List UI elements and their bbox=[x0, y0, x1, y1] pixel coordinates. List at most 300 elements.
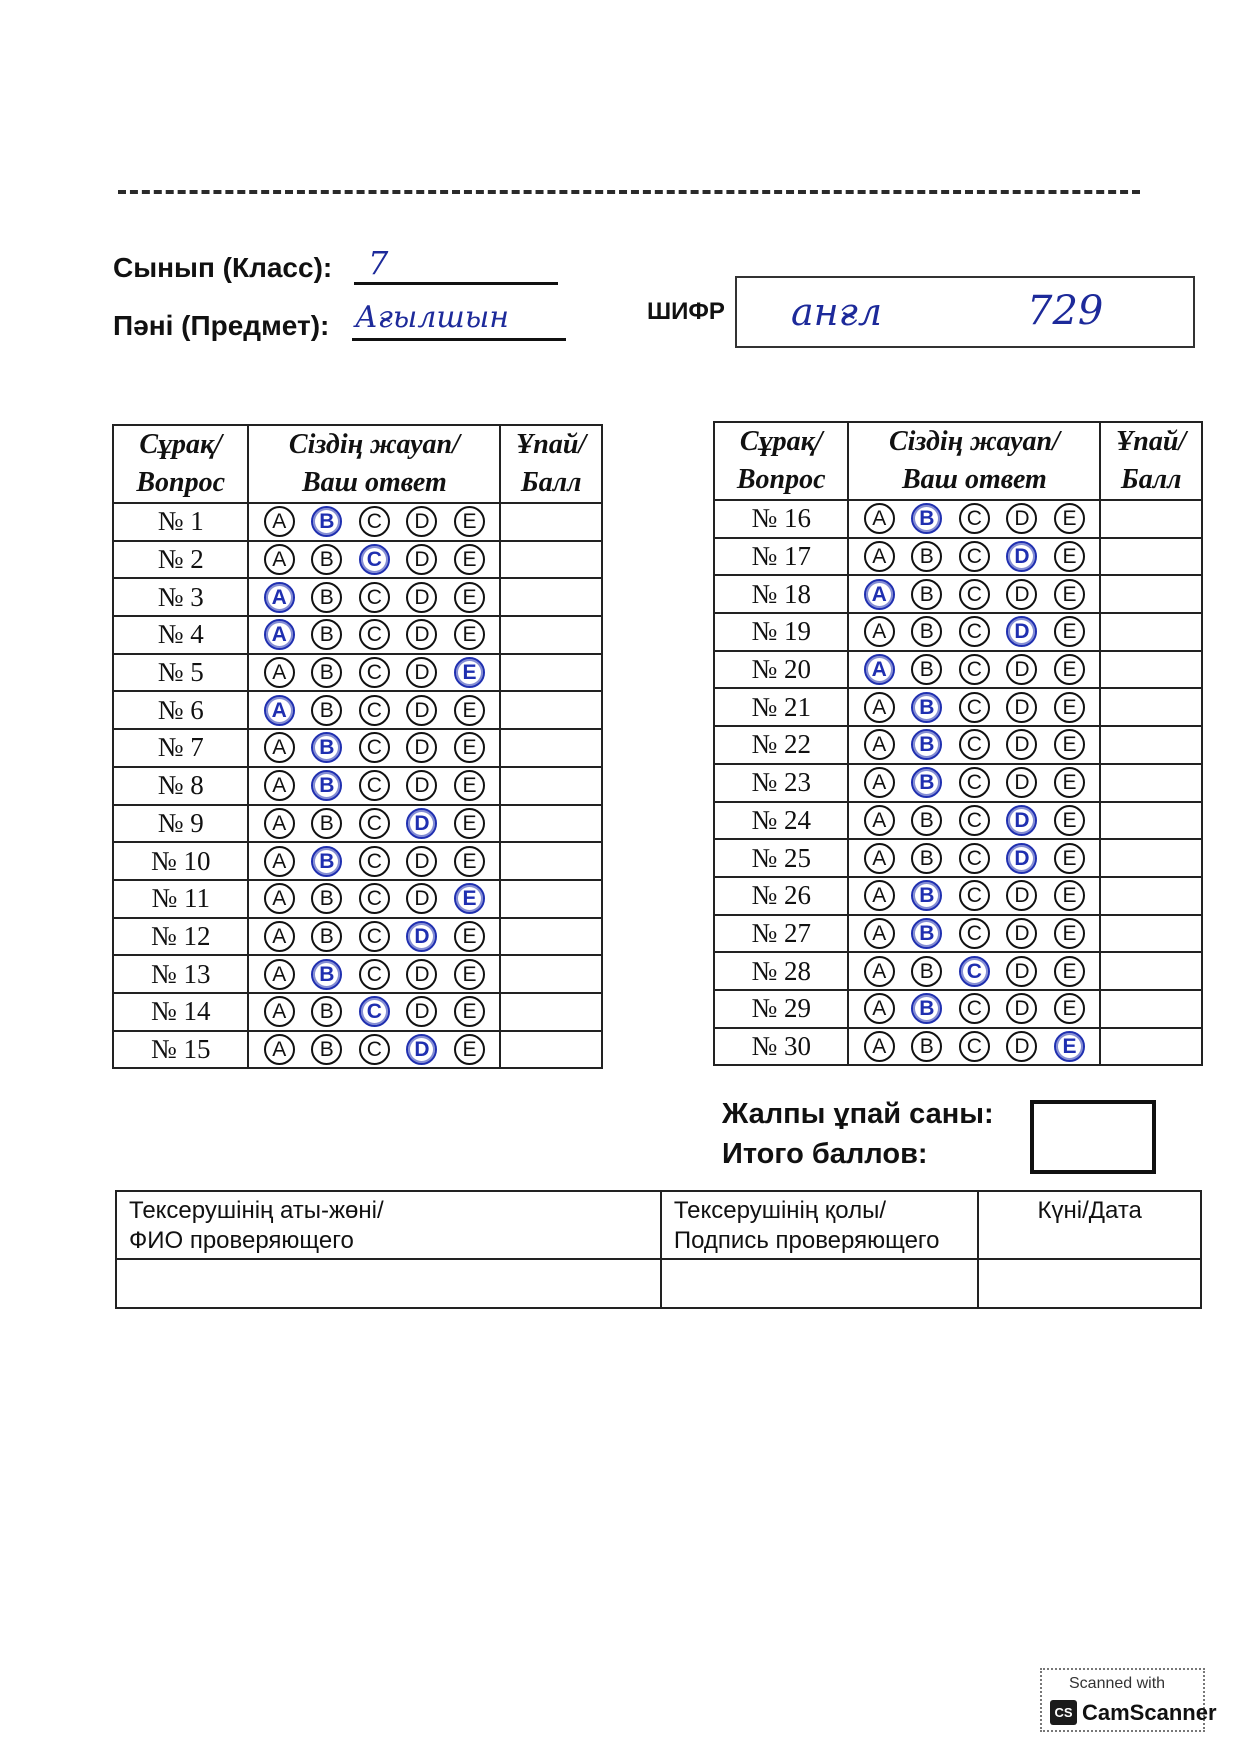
score-cell[interactable] bbox=[1100, 651, 1202, 689]
question-number: № 12 bbox=[113, 918, 248, 956]
answer-options bbox=[848, 839, 1100, 877]
option-bubble-c[interactable]: C bbox=[359, 921, 390, 952]
option-bubble-a[interactable]: A bbox=[264, 695, 295, 726]
camscanner-watermark bbox=[1040, 1668, 1217, 1732]
option-bubble-c[interactable]: C bbox=[359, 846, 390, 877]
question-row bbox=[714, 877, 1202, 915]
score-cell[interactable] bbox=[1100, 538, 1202, 576]
camscanner-logo-icon: CS bbox=[1050, 1700, 1077, 1725]
answer-options bbox=[848, 1028, 1100, 1066]
option-bubble-b[interactable]: B bbox=[911, 503, 942, 534]
option-bubble-d[interactable]: D bbox=[406, 619, 437, 650]
answer-options bbox=[248, 767, 500, 805]
option-bubble-e[interactable]: E bbox=[454, 582, 485, 613]
question-number: № 25 bbox=[714, 839, 848, 877]
question-number: № 19 bbox=[714, 613, 848, 651]
question-row bbox=[113, 955, 602, 993]
question-row bbox=[714, 1028, 1202, 1066]
option-bubble-d[interactable]: D bbox=[406, 732, 437, 763]
question-row bbox=[113, 993, 602, 1031]
score-cell[interactable] bbox=[1100, 952, 1202, 990]
question-number: № 24 bbox=[714, 802, 848, 840]
question-number: № 28 bbox=[714, 952, 848, 990]
option-bubble-c[interactable]: C bbox=[359, 770, 390, 801]
question-number: № 17 bbox=[714, 538, 848, 576]
question-row bbox=[113, 842, 602, 880]
option-bubble-d[interactable]: D bbox=[1006, 541, 1037, 572]
question-number: № 16 bbox=[714, 500, 848, 538]
score-cell[interactable] bbox=[1100, 839, 1202, 877]
option-bubble-a[interactable]: A bbox=[864, 1031, 895, 1062]
option-bubble-c[interactable]: C bbox=[359, 582, 390, 613]
option-bubble-b[interactable]: B bbox=[911, 918, 942, 949]
option-bubble-e[interactable]: E bbox=[1054, 880, 1085, 911]
option-bubble-b[interactable]: B bbox=[911, 956, 942, 987]
checker-signature-cell bbox=[661, 1259, 979, 1308]
option-bubble-a[interactable]: A bbox=[864, 579, 895, 610]
option-bubble-b[interactable]: B bbox=[311, 921, 342, 952]
question-number: № 30 bbox=[714, 1028, 848, 1066]
option-bubble-c[interactable]: C bbox=[959, 616, 990, 647]
option-bubble-c[interactable]: C bbox=[959, 843, 990, 874]
option-bubble-c[interactable]: C bbox=[359, 808, 390, 839]
option-bubble-e[interactable]: E bbox=[454, 770, 485, 801]
score-cell[interactable] bbox=[1100, 764, 1202, 802]
option-bubble-d[interactable]: D bbox=[1006, 956, 1037, 987]
answer-options bbox=[848, 575, 1100, 613]
score-header: Ұпай/ Балл bbox=[1100, 422, 1202, 500]
shifr-box bbox=[735, 276, 1195, 348]
option-bubble-c[interactable]: C bbox=[359, 695, 390, 726]
score-cell[interactable] bbox=[500, 1031, 602, 1069]
option-bubble-b[interactable]: B bbox=[911, 843, 942, 874]
score-cell[interactable] bbox=[500, 767, 602, 805]
class-underline bbox=[354, 282, 558, 285]
option-bubble-b[interactable]: B bbox=[311, 695, 342, 726]
score-cell[interactable] bbox=[1100, 1028, 1202, 1066]
option-bubble-e[interactable]: E bbox=[1054, 541, 1085, 572]
option-bubble-a[interactable]: A bbox=[264, 732, 295, 763]
question-row bbox=[113, 503, 602, 541]
option-bubble-a[interactable]: A bbox=[864, 541, 895, 572]
option-bubble-e[interactable]: E bbox=[1054, 579, 1085, 610]
answer-options bbox=[248, 918, 500, 956]
option-bubble-c[interactable]: C bbox=[359, 1034, 390, 1065]
option-bubble-c[interactable]: C bbox=[959, 1031, 990, 1062]
question-row bbox=[714, 915, 1202, 953]
option-bubble-d[interactable]: D bbox=[406, 996, 437, 1027]
question-row bbox=[113, 691, 602, 729]
checker-date-header: Күні/Дата bbox=[978, 1191, 1201, 1259]
answer-options bbox=[248, 993, 500, 1031]
answer-options bbox=[248, 578, 500, 616]
option-bubble-c[interactable]: C bbox=[959, 993, 990, 1024]
answer-header: Сіздің жауап/ Ваш ответ bbox=[248, 425, 500, 503]
option-bubble-b[interactable]: B bbox=[911, 654, 942, 685]
option-bubble-c[interactable]: C bbox=[959, 654, 990, 685]
checker-signature-header: Тексерушінің қолы/ Подпись проверяющего bbox=[661, 1191, 979, 1259]
shifr-value-right: 729 bbox=[1027, 288, 1104, 334]
option-bubble-e[interactable]: E bbox=[1054, 654, 1085, 685]
option-bubble-b[interactable]: B bbox=[911, 1031, 942, 1062]
option-bubble-b[interactable]: B bbox=[311, 770, 342, 801]
option-bubble-c[interactable]: C bbox=[959, 805, 990, 836]
option-bubble-a[interactable]: A bbox=[264, 959, 295, 990]
question-row bbox=[714, 613, 1202, 651]
option-bubble-d[interactable]: D bbox=[406, 959, 437, 990]
option-bubble-a[interactable]: A bbox=[264, 619, 295, 650]
score-cell[interactable] bbox=[1100, 575, 1202, 613]
answer-options bbox=[848, 952, 1100, 990]
score-cell[interactable] bbox=[1100, 990, 1202, 1028]
option-bubble-d[interactable]: D bbox=[406, 883, 437, 914]
option-bubble-c[interactable]: C bbox=[959, 503, 990, 534]
watermark-caption: Scanned with bbox=[1069, 1675, 1166, 1692]
question-row bbox=[714, 990, 1202, 1028]
answers-table-right bbox=[713, 421, 1203, 1066]
answers-table-left bbox=[112, 424, 603, 1069]
score-cell[interactable] bbox=[500, 691, 602, 729]
option-bubble-c[interactable]: C bbox=[359, 506, 390, 537]
question-number: № 2 bbox=[113, 541, 248, 579]
checker-date-cell bbox=[978, 1259, 1201, 1308]
option-bubble-e[interactable]: E bbox=[1054, 993, 1085, 1024]
score-cell[interactable] bbox=[1100, 688, 1202, 726]
option-bubble-b[interactable]: B bbox=[911, 805, 942, 836]
option-bubble-a[interactable]: A bbox=[864, 843, 895, 874]
score-cell[interactable] bbox=[500, 654, 602, 692]
score-cell[interactable] bbox=[500, 729, 602, 767]
option-bubble-b[interactable]: B bbox=[911, 541, 942, 572]
answer-options bbox=[248, 654, 500, 692]
answer-options bbox=[248, 691, 500, 729]
option-bubble-b[interactable]: B bbox=[311, 582, 342, 613]
shifr-label: ШИФР bbox=[647, 298, 725, 325]
question-row bbox=[113, 616, 602, 654]
score-cell[interactable] bbox=[500, 842, 602, 880]
question-number: № 9 bbox=[113, 805, 248, 843]
option-bubble-d[interactable]: D bbox=[1006, 654, 1037, 685]
option-bubble-e[interactable]: E bbox=[1054, 616, 1085, 647]
option-bubble-d[interactable]: D bbox=[406, 921, 437, 952]
option-bubble-a[interactable]: A bbox=[264, 770, 295, 801]
option-bubble-e[interactable]: E bbox=[454, 732, 485, 763]
option-bubble-c[interactable]: C bbox=[959, 541, 990, 572]
option-bubble-d[interactable]: D bbox=[406, 582, 437, 613]
option-bubble-c[interactable]: C bbox=[359, 959, 390, 990]
answer-options bbox=[248, 503, 500, 541]
score-cell[interactable] bbox=[500, 805, 602, 843]
score-cell[interactable] bbox=[500, 955, 602, 993]
option-bubble-e[interactable]: E bbox=[454, 808, 485, 839]
option-bubble-a[interactable]: A bbox=[264, 544, 295, 575]
option-bubble-a[interactable]: A bbox=[264, 1034, 295, 1065]
question-number: № 8 bbox=[113, 767, 248, 805]
option-bubble-d[interactable]: D bbox=[406, 695, 437, 726]
option-bubble-b[interactable]: B bbox=[311, 619, 342, 650]
score-cell[interactable] bbox=[1100, 500, 1202, 538]
question-row bbox=[714, 802, 1202, 840]
question-row bbox=[714, 726, 1202, 764]
option-bubble-b[interactable]: B bbox=[911, 880, 942, 911]
subject-label: Пәні (Предмет): bbox=[113, 310, 330, 341]
option-bubble-e[interactable]: E bbox=[1054, 692, 1085, 723]
option-bubble-d[interactable]: D bbox=[406, 544, 437, 575]
option-bubble-c[interactable]: C bbox=[359, 883, 390, 914]
option-bubble-d[interactable]: D bbox=[1006, 692, 1037, 723]
option-bubble-a[interactable]: A bbox=[864, 654, 895, 685]
checker-table bbox=[115, 1190, 1202, 1309]
question-number: № 5 bbox=[113, 654, 248, 692]
total-score-box bbox=[1030, 1100, 1156, 1174]
option-bubble-b[interactable]: B bbox=[311, 506, 342, 537]
option-bubble-b[interactable]: B bbox=[911, 993, 942, 1024]
question-number: № 4 bbox=[113, 616, 248, 654]
question-number: № 22 bbox=[714, 726, 848, 764]
question-row bbox=[113, 767, 602, 805]
option-bubble-e[interactable]: E bbox=[454, 695, 485, 726]
option-bubble-b[interactable]: B bbox=[311, 808, 342, 839]
answer-options bbox=[848, 538, 1100, 576]
question-number: № 27 bbox=[714, 915, 848, 953]
question-row bbox=[113, 578, 602, 616]
question-row bbox=[714, 575, 1202, 613]
score-cell[interactable] bbox=[1100, 726, 1202, 764]
score-cell[interactable] bbox=[500, 918, 602, 956]
option-bubble-b[interactable]: B bbox=[311, 996, 342, 1027]
option-bubble-a[interactable]: A bbox=[864, 993, 895, 1024]
option-bubble-c[interactable]: C bbox=[359, 996, 390, 1027]
option-bubble-c[interactable]: C bbox=[959, 880, 990, 911]
option-bubble-c[interactable]: C bbox=[959, 956, 990, 987]
answer-options bbox=[848, 500, 1100, 538]
option-bubble-d[interactable]: D bbox=[1006, 616, 1037, 647]
subject-underline bbox=[352, 338, 566, 341]
option-bubble-b[interactable]: B bbox=[311, 732, 342, 763]
option-bubble-a[interactable]: A bbox=[264, 808, 295, 839]
option-bubble-a[interactable]: A bbox=[864, 880, 895, 911]
option-bubble-d[interactable]: D bbox=[1006, 579, 1037, 610]
class-value: 7 bbox=[368, 244, 389, 282]
question-row bbox=[113, 805, 602, 843]
answer-options bbox=[848, 764, 1100, 802]
question-number: № 21 bbox=[714, 688, 848, 726]
option-bubble-e[interactable]: E bbox=[454, 619, 485, 650]
option-bubble-a[interactable]: A bbox=[264, 921, 295, 952]
total-label-ru: Итого баллов: bbox=[722, 1138, 928, 1170]
option-bubble-e[interactable]: E bbox=[1054, 956, 1085, 987]
score-cell[interactable] bbox=[500, 578, 602, 616]
option-bubble-e[interactable]: E bbox=[1054, 843, 1085, 874]
option-bubble-b[interactable]: B bbox=[311, 1034, 342, 1065]
question-header: Сұрақ/ Вопрос bbox=[113, 425, 248, 503]
answer-options bbox=[848, 915, 1100, 953]
option-bubble-e[interactable]: E bbox=[1054, 805, 1085, 836]
question-row bbox=[113, 918, 602, 956]
option-bubble-d[interactable]: D bbox=[1006, 503, 1037, 534]
option-bubble-e[interactable]: E bbox=[454, 506, 485, 537]
option-bubble-d[interactable]: D bbox=[1006, 767, 1037, 798]
question-row bbox=[714, 839, 1202, 877]
question-number: № 23 bbox=[714, 764, 848, 802]
option-bubble-c[interactable]: C bbox=[359, 619, 390, 650]
answer-options bbox=[848, 726, 1100, 764]
answer-options bbox=[248, 805, 500, 843]
option-bubble-a[interactable]: A bbox=[864, 692, 895, 723]
option-bubble-a[interactable]: A bbox=[864, 805, 895, 836]
cut-line bbox=[118, 190, 1140, 194]
question-row bbox=[113, 729, 602, 767]
option-bubble-a[interactable]: A bbox=[864, 767, 895, 798]
question-row bbox=[714, 764, 1202, 802]
option-bubble-d[interactable]: D bbox=[1006, 918, 1037, 949]
option-bubble-d[interactable]: D bbox=[406, 770, 437, 801]
question-number: № 3 bbox=[113, 578, 248, 616]
answer-options bbox=[848, 802, 1100, 840]
option-bubble-d[interactable]: D bbox=[1006, 880, 1037, 911]
score-cell[interactable] bbox=[500, 541, 602, 579]
question-number: № 7 bbox=[113, 729, 248, 767]
question-number: № 1 bbox=[113, 503, 248, 541]
option-bubble-e[interactable]: E bbox=[454, 846, 485, 877]
answer-options bbox=[848, 877, 1100, 915]
option-bubble-b[interactable]: B bbox=[911, 692, 942, 723]
question-row bbox=[714, 952, 1202, 990]
option-bubble-e[interactable]: E bbox=[454, 921, 485, 952]
question-number: № 10 bbox=[113, 842, 248, 880]
option-bubble-a[interactable]: A bbox=[264, 582, 295, 613]
answer-options bbox=[248, 616, 500, 654]
question-number: № 13 bbox=[113, 955, 248, 993]
question-row bbox=[714, 688, 1202, 726]
option-bubble-d[interactable]: D bbox=[1006, 729, 1037, 760]
option-bubble-a[interactable]: A bbox=[864, 729, 895, 760]
option-bubble-c[interactable]: C bbox=[359, 544, 390, 575]
option-bubble-c[interactable]: C bbox=[959, 692, 990, 723]
option-bubble-d[interactable]: D bbox=[1006, 805, 1037, 836]
answer-options bbox=[248, 541, 500, 579]
option-bubble-a[interactable]: A bbox=[264, 506, 295, 537]
option-bubble-c[interactable]: C bbox=[359, 657, 390, 688]
option-bubble-c[interactable]: C bbox=[959, 729, 990, 760]
option-bubble-b[interactable]: B bbox=[911, 579, 942, 610]
score-cell[interactable] bbox=[1100, 877, 1202, 915]
option-bubble-d[interactable]: D bbox=[1006, 993, 1037, 1024]
option-bubble-a[interactable]: A bbox=[264, 657, 295, 688]
option-bubble-e[interactable]: E bbox=[1054, 729, 1085, 760]
option-bubble-b[interactable]: B bbox=[311, 657, 342, 688]
question-number: № 6 bbox=[113, 691, 248, 729]
option-bubble-b[interactable]: B bbox=[911, 729, 942, 760]
watermark-brand: CamScanner bbox=[1082, 1700, 1217, 1725]
question-row bbox=[714, 651, 1202, 689]
option-bubble-d[interactable]: D bbox=[1006, 1031, 1037, 1062]
option-bubble-d[interactable]: D bbox=[406, 657, 437, 688]
option-bubble-a[interactable]: A bbox=[864, 918, 895, 949]
answer-options bbox=[848, 990, 1100, 1028]
question-row bbox=[714, 538, 1202, 576]
option-bubble-c[interactable]: C bbox=[959, 918, 990, 949]
checker-name-cell bbox=[116, 1259, 661, 1308]
option-bubble-d[interactable]: D bbox=[406, 808, 437, 839]
question-number: № 18 bbox=[714, 575, 848, 613]
question-row bbox=[113, 541, 602, 579]
option-bubble-e[interactable]: E bbox=[454, 883, 485, 914]
option-bubble-e[interactable]: E bbox=[1054, 503, 1085, 534]
option-bubble-c[interactable]: C bbox=[359, 732, 390, 763]
answer-options bbox=[248, 955, 500, 993]
score-cell[interactable] bbox=[1100, 802, 1202, 840]
option-bubble-d[interactable]: D bbox=[406, 506, 437, 537]
option-bubble-a[interactable]: A bbox=[264, 883, 295, 914]
option-bubble-c[interactable]: C bbox=[959, 579, 990, 610]
score-cell[interactable] bbox=[500, 880, 602, 918]
question-number: № 15 bbox=[113, 1031, 248, 1069]
subject-value: Ағылшын bbox=[355, 300, 510, 335]
option-bubble-e[interactable]: E bbox=[454, 544, 485, 575]
option-bubble-d[interactable]: D bbox=[1006, 843, 1037, 874]
option-bubble-e[interactable]: E bbox=[454, 959, 485, 990]
score-cell[interactable] bbox=[500, 616, 602, 654]
question-number: № 14 bbox=[113, 993, 248, 1031]
question-number: № 29 bbox=[714, 990, 848, 1028]
option-bubble-a[interactable]: A bbox=[864, 616, 895, 647]
option-bubble-e[interactable]: E bbox=[1054, 767, 1085, 798]
question-header: Сұрақ/ Вопрос bbox=[714, 422, 848, 500]
question-row bbox=[113, 1031, 602, 1069]
option-bubble-b[interactable]: B bbox=[311, 846, 342, 877]
option-bubble-e[interactable]: E bbox=[454, 1034, 485, 1065]
option-bubble-b[interactable]: B bbox=[311, 959, 342, 990]
option-bubble-e[interactable]: E bbox=[454, 657, 485, 688]
option-bubble-c[interactable]: C bbox=[959, 767, 990, 798]
score-cell[interactable] bbox=[500, 503, 602, 541]
option-bubble-b[interactable]: B bbox=[311, 544, 342, 575]
question-row bbox=[113, 880, 602, 918]
option-bubble-e[interactable]: E bbox=[1054, 918, 1085, 949]
answer-options bbox=[848, 688, 1100, 726]
answer-options bbox=[248, 729, 500, 767]
option-bubble-a[interactable]: A bbox=[264, 996, 295, 1027]
answer-options bbox=[848, 651, 1100, 689]
option-bubble-a[interactable]: A bbox=[864, 956, 895, 987]
score-cell[interactable] bbox=[1100, 915, 1202, 953]
score-header: Ұпай/ Балл bbox=[500, 425, 602, 503]
question-number: № 11 bbox=[113, 880, 248, 918]
option-bubble-d[interactable]: D bbox=[406, 1034, 437, 1065]
class-label: Сынып (Класс): bbox=[113, 252, 333, 283]
score-cell[interactable] bbox=[500, 993, 602, 1031]
total-label-kz: Жалпы ұпай саны: bbox=[722, 1098, 994, 1130]
option-bubble-b[interactable]: B bbox=[311, 883, 342, 914]
question-row bbox=[113, 654, 602, 692]
option-bubble-b[interactable]: B bbox=[911, 616, 942, 647]
option-bubble-d[interactable]: D bbox=[406, 846, 437, 877]
option-bubble-e[interactable]: E bbox=[454, 996, 485, 1027]
option-bubble-a[interactable]: A bbox=[864, 503, 895, 534]
option-bubble-b[interactable]: B bbox=[911, 767, 942, 798]
score-cell[interactable] bbox=[1100, 613, 1202, 651]
shifr-value-left: анғл bbox=[791, 290, 883, 334]
answer-options bbox=[848, 613, 1100, 651]
checker-name-header: Тексерушінің аты-жөні/ ФИО проверяющего bbox=[116, 1191, 661, 1259]
question-number: № 20 bbox=[714, 651, 848, 689]
answer-options bbox=[248, 1031, 500, 1069]
option-bubble-e[interactable]: E bbox=[1054, 1031, 1085, 1062]
question-row bbox=[714, 500, 1202, 538]
option-bubble-a[interactable]: A bbox=[264, 846, 295, 877]
answer-options bbox=[248, 880, 500, 918]
